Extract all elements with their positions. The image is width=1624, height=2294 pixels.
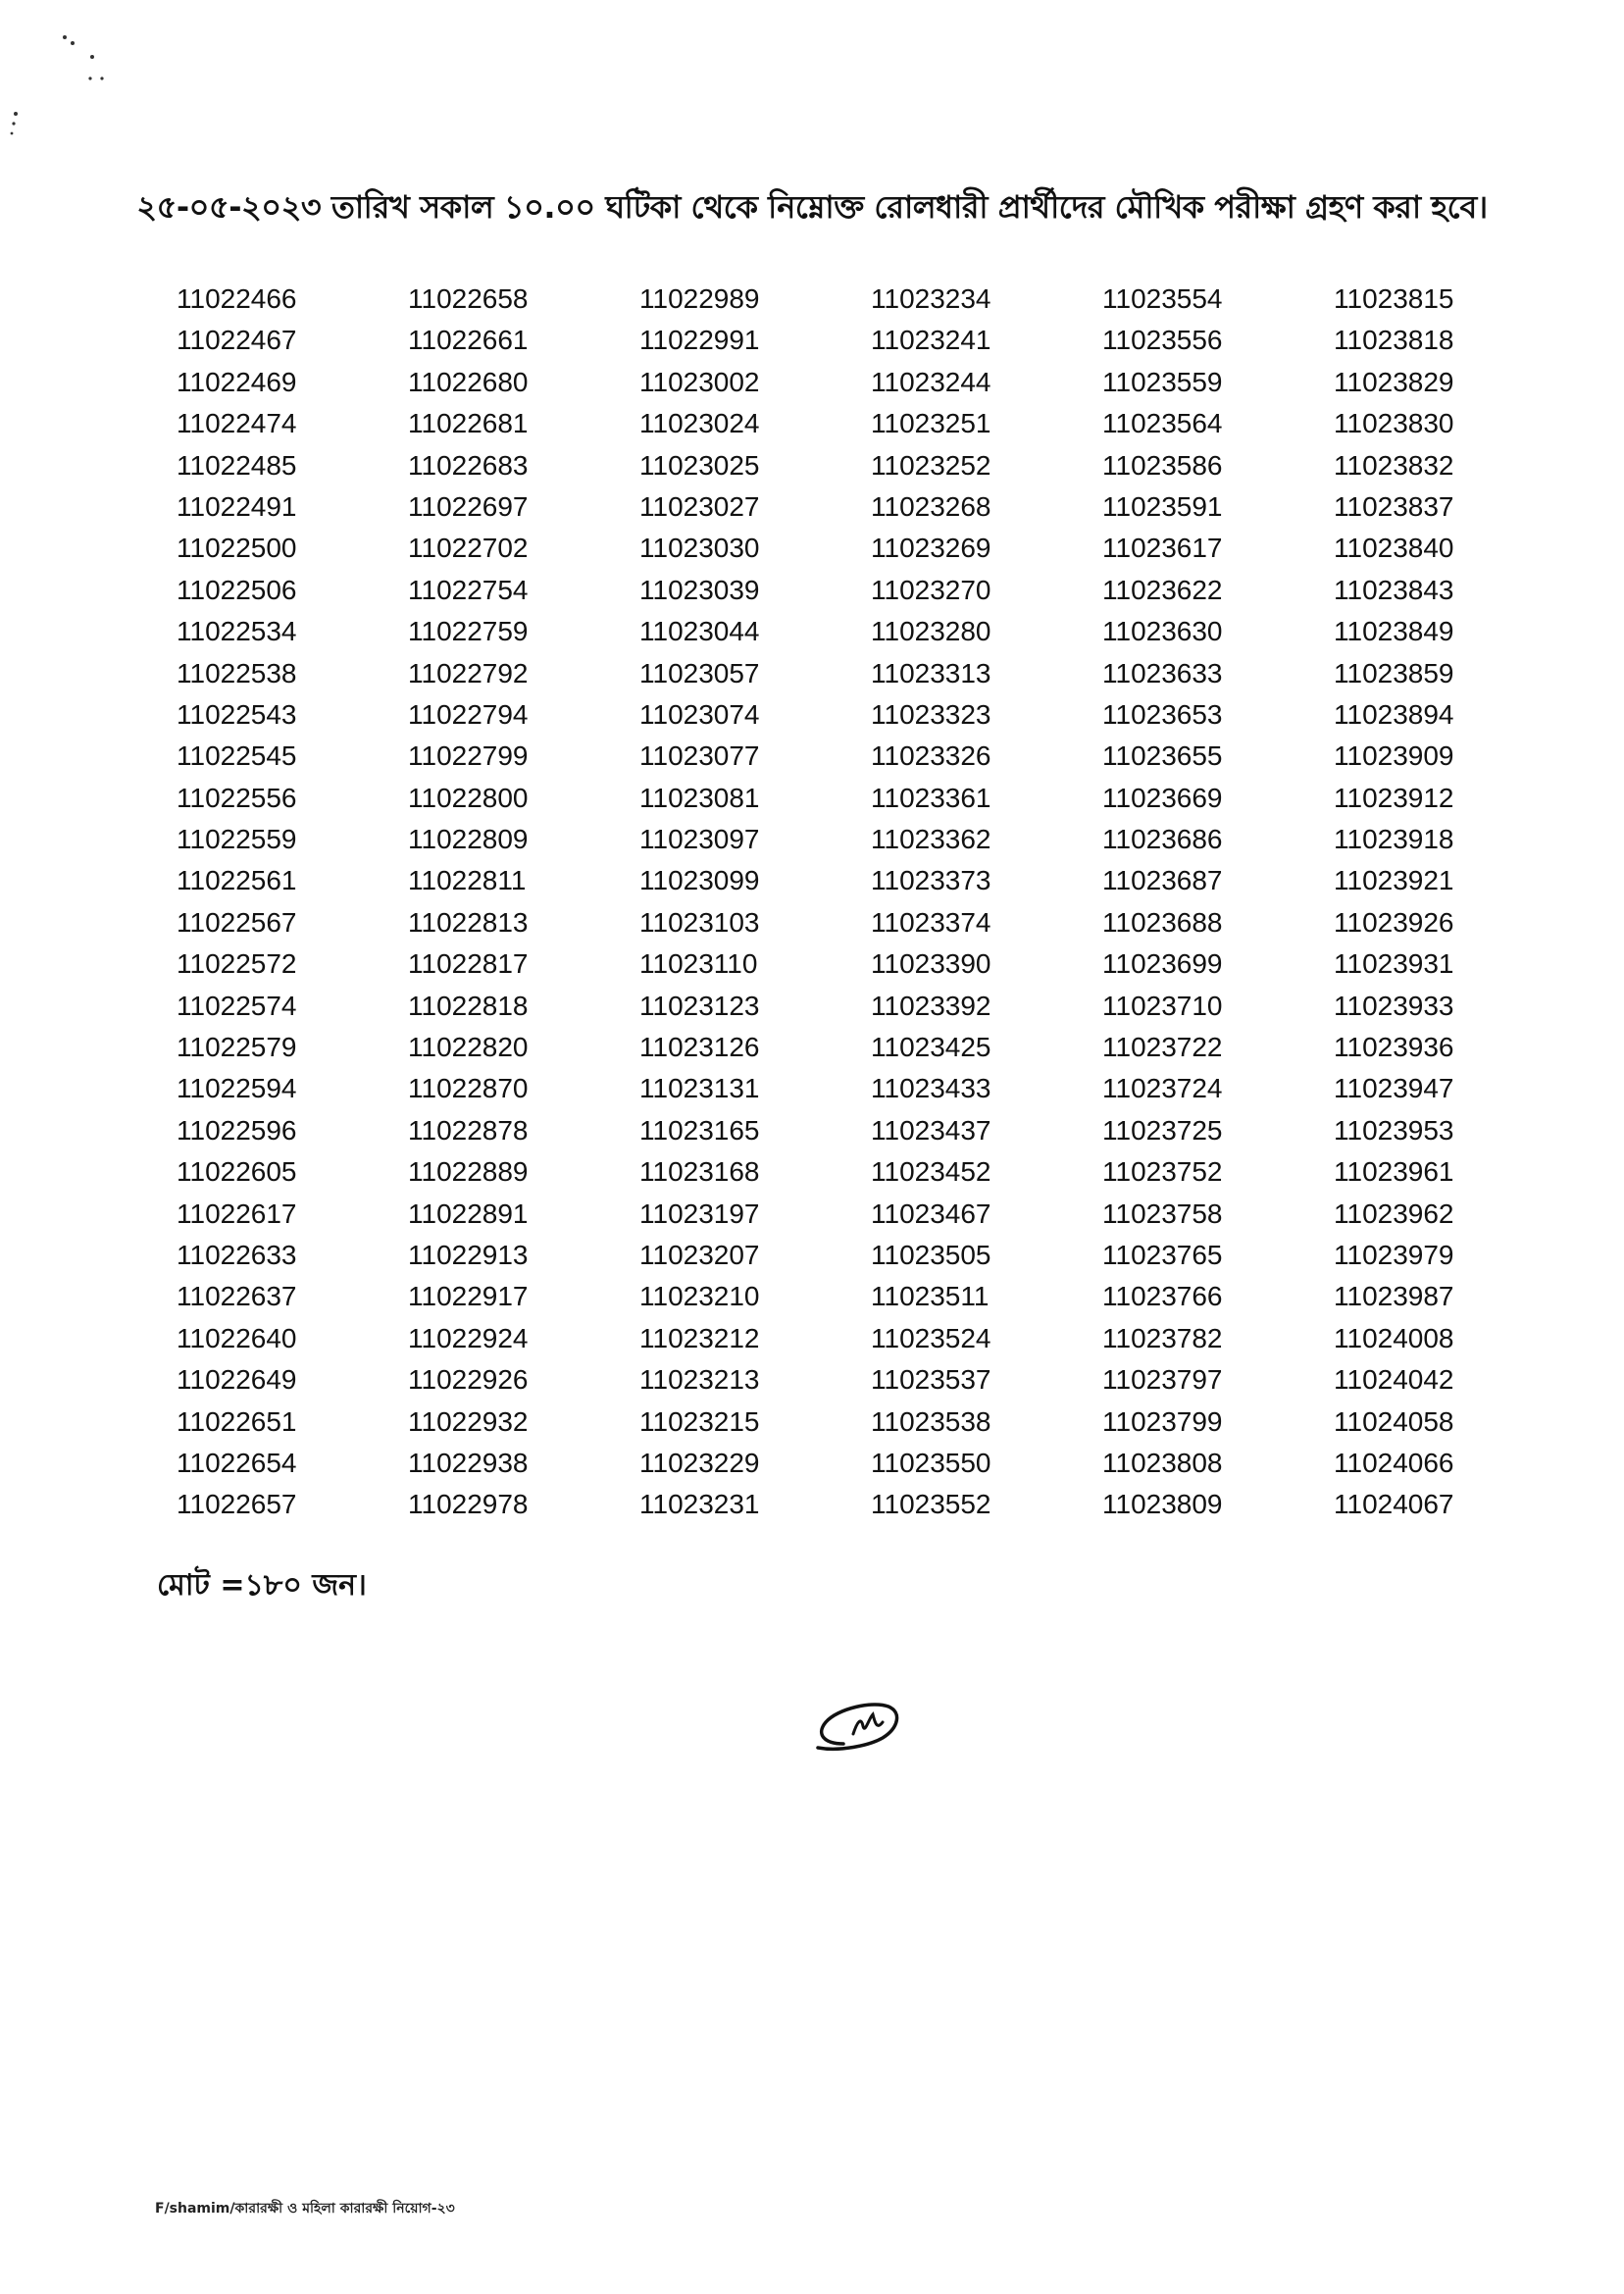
roll-number: 11023251 (871, 408, 991, 439)
roll-number: 11022683 (408, 449, 529, 481)
roll-number: 11023099 (639, 865, 760, 896)
roll-number: 11023830 (1334, 408, 1454, 439)
roll-number: 11023829 (1334, 366, 1454, 397)
roll-number: 11023361 (871, 782, 991, 813)
roll-number: 11022649 (177, 1364, 297, 1396)
roll-number: 11023362 (871, 824, 991, 855)
roll-number: 11022913 (408, 1239, 529, 1270)
roll-number: 11022534 (177, 616, 297, 647)
roll-number: 11022596 (177, 1114, 297, 1146)
roll-number: 11023270 (871, 574, 991, 605)
signature-mark (804, 1683, 922, 1771)
roll-column-3 (639, 279, 871, 1526)
roll-number: 11023030 (639, 533, 760, 564)
roll-number: 11022813 (408, 906, 529, 938)
roll-number: 11023840 (1334, 533, 1454, 564)
roll-number: 11022654 (177, 1447, 297, 1478)
roll-number: 11022794 (408, 698, 529, 730)
roll-number: 11022680 (408, 366, 529, 397)
roll-number: 11023437 (871, 1114, 991, 1146)
roll-number: 11023131 (639, 1073, 760, 1104)
roll-number: 11023591 (1102, 490, 1223, 522)
roll-number: 11022506 (177, 574, 297, 605)
roll-number: 11023197 (639, 1198, 760, 1229)
roll-number: 11023686 (1102, 824, 1223, 855)
roll-number: 11022978 (408, 1489, 529, 1520)
roll-number: 11022559 (177, 824, 297, 855)
roll-number: 11023097 (639, 824, 760, 855)
roll-number: 11023818 (1334, 325, 1454, 356)
roll-number: 11022556 (177, 782, 297, 813)
roll-number: 11023433 (871, 1073, 991, 1104)
roll-number: 11022926 (408, 1364, 529, 1396)
roll-number: 11023710 (1102, 990, 1223, 1021)
roll-number: 11023782 (1102, 1322, 1223, 1353)
roll-number: 11022617 (177, 1198, 297, 1229)
roll-number: 11023024 (639, 408, 760, 439)
roll-number: 11022702 (408, 533, 529, 564)
roll-number: 11023809 (1102, 1489, 1223, 1520)
roll-number: 11023962 (1334, 1198, 1454, 1229)
roll-number: 11023123 (639, 990, 760, 1021)
roll-number-grid (177, 279, 1530, 1526)
roll-number: 11023231 (639, 1489, 760, 1520)
roll-number: 11022485 (177, 449, 297, 481)
roll-number: 11023832 (1334, 449, 1454, 481)
roll-number: 11022594 (177, 1073, 297, 1104)
roll-number: 11022989 (639, 283, 760, 314)
roll-number: 11022800 (408, 782, 529, 813)
roll-number: 11024066 (1334, 1447, 1454, 1478)
roll-number: 11022811 (408, 865, 527, 896)
roll-number: 11023953 (1334, 1114, 1454, 1146)
roll-number: 11022817 (408, 948, 529, 980)
roll-number: 11023933 (1334, 990, 1454, 1021)
roll-number: 11022661 (408, 325, 529, 356)
roll-number: 11023323 (871, 698, 991, 730)
roll-number: 11022474 (177, 408, 297, 439)
roll-number: 11022500 (177, 533, 297, 564)
roll-number: 11022543 (177, 698, 297, 730)
roll-number: 11023554 (1102, 283, 1223, 314)
roll-number: 11023212 (639, 1322, 760, 1353)
roll-number: 11023894 (1334, 698, 1454, 730)
roll-number: 11023044 (639, 616, 760, 647)
roll-number: 11023926 (1334, 906, 1454, 938)
roll-number: 11024067 (1334, 1489, 1454, 1520)
roll-number: 11023669 (1102, 782, 1223, 813)
roll-number: 11023027 (639, 490, 760, 522)
roll-number: 11023110 (639, 948, 758, 980)
roll-number: 11022574 (177, 990, 297, 1021)
roll-number: 11023752 (1102, 1156, 1223, 1188)
roll-number: 11022567 (177, 906, 297, 938)
roll-number: 11023921 (1334, 865, 1454, 896)
roll-number: 11023234 (871, 283, 991, 314)
notice-heading: ২৫-০৫-২০২৩ তারিখ সকাল ১০.০০ ঘটিকা থেকে নিম্নোক্ত রোলধারী প্রার্থীদের মৌখিক পরীক্ষা গ্রহণ করা হবে। (136, 188, 1488, 226)
roll-number: 11023392 (871, 990, 991, 1021)
roll-number: 11023766 (1102, 1281, 1223, 1312)
roll-number: 11022759 (408, 616, 529, 647)
roll-number: 11022870 (408, 1073, 529, 1104)
roll-number: 11023390 (871, 948, 991, 980)
roll-number: 11022697 (408, 490, 529, 522)
roll-number: 11023268 (871, 490, 991, 522)
roll-number: 11023207 (639, 1239, 760, 1270)
roll-number: 11022467 (177, 325, 297, 356)
roll-number: 11022754 (408, 574, 529, 605)
roll-column-5 (1102, 279, 1334, 1526)
roll-number: 11022818 (408, 990, 529, 1021)
roll-number: 11022658 (408, 283, 529, 314)
roll-number: 11023961 (1334, 1156, 1454, 1188)
roll-number: 11022938 (408, 1447, 529, 1478)
roll-number: 11022538 (177, 657, 297, 688)
roll-number: 11022561 (177, 865, 297, 896)
roll-number: 11023552 (871, 1489, 991, 1520)
roll-number: 11023077 (639, 740, 760, 772)
roll-number: 11023511 (871, 1281, 990, 1312)
roll-number: 11023039 (639, 574, 760, 605)
roll-number: 11023849 (1334, 616, 1454, 647)
roll-number: 11023081 (639, 782, 760, 813)
roll-number: 11023947 (1334, 1073, 1454, 1104)
roll-column-6 (1334, 279, 1530, 1526)
roll-number: 11022809 (408, 824, 529, 855)
roll-number: 11023280 (871, 616, 991, 647)
roll-number: 11022924 (408, 1322, 529, 1353)
roll-number: 11023229 (639, 1447, 760, 1478)
roll-number: 11024042 (1334, 1364, 1454, 1396)
roll-number: 11023452 (871, 1156, 991, 1188)
roll-number: 11023808 (1102, 1447, 1223, 1478)
roll-number: 11023699 (1102, 948, 1223, 980)
roll-column-4 (871, 279, 1102, 1526)
roll-number: 11022991 (639, 325, 760, 356)
scan-speckles (0, 0, 137, 157)
roll-number: 11023797 (1102, 1364, 1223, 1396)
roll-column-2 (408, 279, 639, 1526)
roll-column-1 (177, 279, 408, 1526)
roll-number: 11023168 (639, 1156, 760, 1188)
roll-number: 11023931 (1334, 948, 1454, 980)
roll-number: 11023213 (639, 1364, 760, 1396)
roll-number: 11023252 (871, 449, 991, 481)
roll-number: 11023630 (1102, 616, 1223, 647)
roll-number: 11023765 (1102, 1239, 1223, 1270)
roll-number: 11023374 (871, 906, 991, 938)
roll-number: 11023215 (639, 1405, 760, 1437)
roll-number: 11023725 (1102, 1114, 1223, 1146)
roll-number: 11023837 (1334, 490, 1454, 522)
roll-number: 11023326 (871, 740, 991, 772)
roll-number: 11023538 (871, 1405, 991, 1437)
roll-number: 11023912 (1334, 782, 1454, 813)
roll-number: 11023799 (1102, 1405, 1223, 1437)
roll-number: 11022633 (177, 1239, 297, 1270)
roll-number: 11023057 (639, 657, 760, 688)
roll-number: 11023505 (871, 1239, 991, 1270)
roll-number: 11023025 (639, 449, 760, 481)
roll-number: 11023724 (1102, 1073, 1223, 1104)
roll-number: 11023979 (1334, 1239, 1454, 1270)
roll-number: 11022917 (408, 1281, 529, 1312)
roll-number: 11023313 (871, 657, 991, 688)
total-count: মোট =১৮০ জন। (157, 1568, 367, 1603)
roll-number: 11022657 (177, 1489, 297, 1520)
roll-number: 11023843 (1334, 574, 1454, 605)
roll-number: 11023425 (871, 1032, 991, 1063)
roll-number: 11022820 (408, 1032, 529, 1063)
roll-number: 11023688 (1102, 906, 1223, 938)
roll-number: 11023559 (1102, 366, 1223, 397)
roll-number: 11022878 (408, 1114, 529, 1146)
roll-number: 11023758 (1102, 1198, 1223, 1229)
roll-number: 11023655 (1102, 740, 1223, 772)
roll-number: 11023210 (639, 1281, 760, 1312)
roll-number: 11023586 (1102, 449, 1223, 481)
roll-number: 11023074 (639, 698, 760, 730)
roll-number: 11023002 (639, 366, 760, 397)
roll-number: 11022579 (177, 1032, 297, 1063)
roll-number: 11023241 (871, 325, 991, 356)
roll-number: 11022605 (177, 1156, 297, 1188)
roll-number: 11023653 (1102, 698, 1223, 730)
roll-number: 11023918 (1334, 824, 1454, 855)
roll-number: 11023556 (1102, 325, 1223, 356)
roll-number: 11023936 (1334, 1032, 1454, 1063)
roll-number: 11022681 (408, 408, 529, 439)
roll-number: 11023103 (639, 906, 760, 938)
roll-number: 11023467 (871, 1198, 991, 1229)
roll-number: 11023815 (1334, 283, 1454, 314)
roll-number: 11023622 (1102, 574, 1223, 605)
roll-number: 11024058 (1334, 1405, 1454, 1437)
roll-number: 11023269 (871, 533, 991, 564)
roll-number: 11022792 (408, 657, 529, 688)
roll-number: 11022469 (177, 366, 297, 397)
roll-number: 11023909 (1334, 740, 1454, 772)
roll-number: 11024008 (1334, 1322, 1454, 1353)
roll-number: 11022891 (408, 1198, 529, 1229)
roll-number: 11022466 (177, 283, 297, 314)
roll-number: 11022491 (177, 490, 297, 522)
roll-number: 11023987 (1334, 1281, 1454, 1312)
roll-number: 11022651 (177, 1405, 297, 1437)
roll-number: 11023687 (1102, 865, 1223, 896)
roll-number: 11023633 (1102, 657, 1223, 688)
roll-number: 11022572 (177, 948, 297, 980)
roll-number: 11023617 (1102, 533, 1223, 564)
roll-number: 11023126 (639, 1032, 760, 1063)
roll-number: 11022932 (408, 1405, 529, 1437)
roll-number: 11023165 (639, 1114, 760, 1146)
roll-number: 11023373 (871, 865, 991, 896)
roll-number: 11022889 (408, 1156, 529, 1188)
roll-number: 11023550 (871, 1447, 991, 1478)
roll-number: 11023537 (871, 1364, 991, 1396)
roll-number: 11022640 (177, 1322, 297, 1353)
roll-number: 11023244 (871, 366, 991, 397)
roll-number: 11022637 (177, 1281, 297, 1312)
file-path-footer: F/shamim/কারারক্ষী ও মহিলা কারারক্ষী নিয়োগ-২৩ (155, 2201, 455, 2217)
roll-number: 11023859 (1334, 657, 1454, 688)
roll-number: 11022799 (408, 740, 529, 772)
roll-number: 11023524 (871, 1322, 991, 1353)
roll-number: 11023564 (1102, 408, 1223, 439)
roll-number: 11023722 (1102, 1032, 1223, 1063)
roll-number: 11022545 (177, 740, 297, 772)
